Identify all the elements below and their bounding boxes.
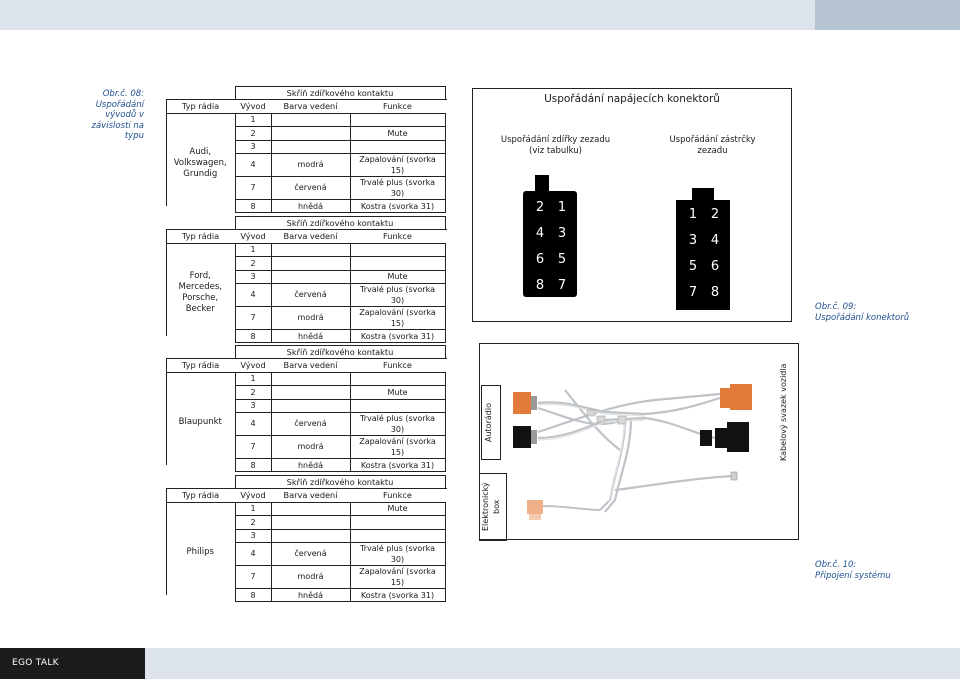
function-cell: Trvalé plus (svorka 30) (350, 283, 445, 306)
plug-connector (668, 188, 738, 313)
radio-brand: Blaupunkt (166, 372, 235, 472)
col-type: Typ rádia (181, 489, 220, 500)
pin-cell: 4 (235, 153, 271, 176)
pin-cell: 7 (235, 435, 271, 458)
pin-cell: 1 (235, 113, 271, 126)
function-cell: Trvalé plus (svorka 30) (350, 542, 445, 565)
group-header: Skříň zdířkového kontaktu (235, 217, 445, 230)
electronic-box-label: Elektronický box (481, 482, 501, 532)
plug-pin-8: 8 (710, 285, 720, 300)
function-cell: Kostra (svorka 31) (350, 329, 445, 342)
color-cell: hnědá (271, 199, 350, 212)
col-type: Typ rádia (181, 100, 220, 111)
col-color: Barva vedení (283, 490, 338, 501)
top-band (0, 0, 815, 30)
caption-fig08: Obr.č. 08: Uspořádání vývodů v závislosti na typu (91, 89, 144, 141)
color-cell: červená (271, 542, 350, 565)
pin-cell: 1 (235, 243, 271, 256)
radio-brand: Ford, Mercedes, Porsche, Becker (166, 243, 235, 343)
table-frame (166, 358, 447, 465)
col-func: Funkce (383, 231, 412, 242)
function-cell: Zapalování (svorka 15) (350, 565, 445, 588)
col-type: Typ rádia (181, 359, 220, 370)
pin-cell: 8 (235, 329, 271, 342)
plug-pin-2: 2 (710, 207, 720, 222)
plug-label: Uspořádání zástrčky zezadu (669, 135, 756, 156)
col-type: Typ rádia (181, 230, 220, 241)
connector-title: Uspořádání napájecích konektorů (544, 93, 720, 105)
socket-pin-5: 5 (557, 252, 567, 267)
color-cell: modrá (271, 435, 350, 458)
color-cell: hnědá (271, 329, 350, 342)
col-pin: Vývod (240, 360, 266, 371)
col-color: Barva vedení (283, 231, 338, 242)
pin-cell: 1 (235, 372, 271, 385)
pin-cell: 4 (235, 283, 271, 306)
plug-pin-3: 3 (688, 233, 698, 248)
pin-cell: 8 (235, 199, 271, 212)
function-cell: Trvalé plus (svorka 30) (350, 412, 445, 435)
table-frame (166, 99, 447, 206)
col-func: Funkce (383, 101, 412, 112)
wiring-harness (505, 360, 775, 535)
color-cell: modrá (271, 565, 350, 588)
plug-pin-5: 5 (688, 259, 698, 274)
group-header: Skříň zdířkového kontaktu (235, 476, 445, 489)
socket-pin-4: 4 (535, 226, 545, 241)
function-cell: Kostra (svorka 31) (350, 588, 445, 601)
function-cell: Mute (350, 386, 445, 399)
col-func: Funkce (383, 490, 412, 501)
pin-cell: 3 (235, 270, 271, 283)
group-header: Skříň zdířkového kontaktu (235, 346, 445, 359)
pin-cell: 2 (235, 257, 271, 270)
function-cell: Mute (350, 270, 445, 283)
function-cell: Mute (350, 502, 445, 515)
socket-label: Uspořádání zdířky zezadu (viz tabulku) (500, 135, 611, 156)
socket-connector (515, 175, 585, 300)
pin-cell: 3 (235, 140, 271, 153)
color-cell: hnědá (271, 588, 350, 601)
color-cell: modrá (271, 153, 350, 176)
harness-label: Kabelový svazek vozidla (779, 363, 788, 462)
color-cell: modrá (271, 306, 350, 329)
pin-cell: 1 (235, 502, 271, 515)
socket-pin-6: 6 (535, 252, 545, 267)
footer-brand: EGO TALK (0, 648, 145, 679)
pin-cell: 3 (235, 529, 271, 542)
pin-cell: 7 (235, 306, 271, 329)
col-pin: Vývod (240, 101, 266, 112)
plug-pin-1: 1 (688, 207, 698, 222)
function-cell: Zapalování (svorka 15) (350, 153, 445, 176)
group-header: Skříň zdířkového kontaktu (235, 87, 445, 100)
color-cell: červená (271, 412, 350, 435)
pin-cell: 4 (235, 412, 271, 435)
color-cell: hnědá (271, 458, 350, 471)
socket-pin-2: 2 (535, 200, 545, 215)
plug-pin-4: 4 (710, 233, 720, 248)
function-cell: Mute (350, 127, 445, 140)
color-cell: červená (271, 176, 350, 199)
caption-fig10: Obr.č. 10: Připojení systému (815, 560, 891, 581)
pin-cell: 2 (235, 516, 271, 529)
top-band-accent (815, 0, 960, 30)
col-color: Barva vedení (283, 101, 338, 112)
radio-brand: Philips (166, 502, 235, 602)
pin-cell: 8 (235, 588, 271, 601)
socket-pin-7: 7 (557, 278, 567, 293)
pin-cell: 3 (235, 399, 271, 412)
pin-cell: 4 (235, 542, 271, 565)
table-frame (166, 229, 447, 336)
function-cell: Zapalování (svorka 15) (350, 435, 445, 458)
caption-fig09: Obr.č. 09: Uspořádání konektorů (815, 302, 910, 323)
col-pin: Vývod (240, 231, 266, 242)
col-color: Barva vedení (283, 360, 338, 371)
table-frame (166, 488, 447, 595)
plug-pin-7: 7 (688, 285, 698, 300)
socket-pin-1: 1 (557, 200, 567, 215)
pin-cell: 7 (235, 565, 271, 588)
function-cell: Kostra (svorka 31) (350, 199, 445, 212)
pin-cell: 8 (235, 458, 271, 471)
function-cell: Kostra (svorka 31) (350, 458, 445, 471)
pin-cell: 7 (235, 176, 271, 199)
function-cell: Zapalování (svorka 15) (350, 306, 445, 329)
color-cell: červená (271, 283, 350, 306)
autoradio-label: Autorádio (484, 403, 493, 442)
pin-cell: 2 (235, 127, 271, 140)
function-cell: Trvalé plus (svorka 30) (350, 176, 445, 199)
col-func: Funkce (383, 360, 412, 371)
col-pin: Vývod (240, 490, 266, 501)
plug-pin-6: 6 (710, 259, 720, 274)
pin-cell: 2 (235, 386, 271, 399)
socket-pin-3: 3 (557, 226, 567, 241)
socket-pin-8: 8 (535, 278, 545, 293)
radio-brand: Audi, Volkswagen, Grundig (166, 113, 235, 213)
